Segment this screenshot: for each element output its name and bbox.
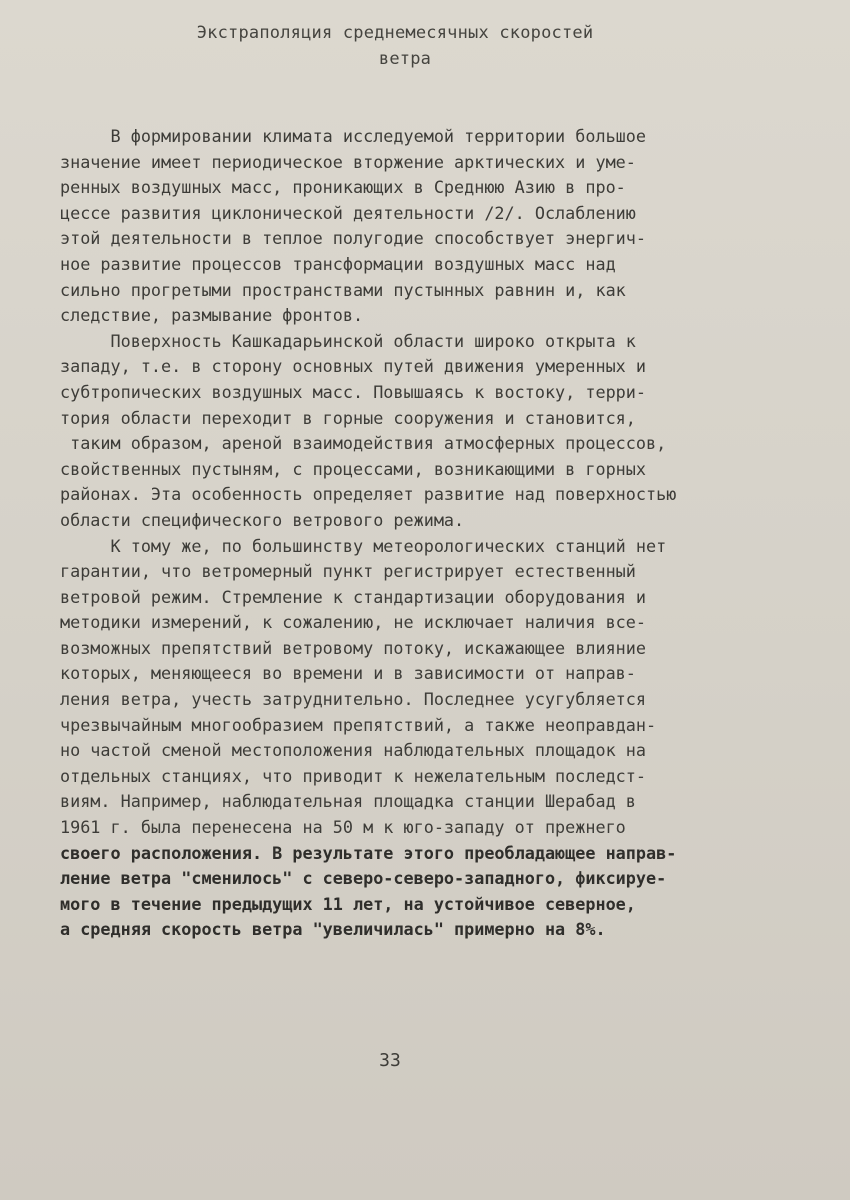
title-line-2: ветра — [378, 49, 432, 69]
text-line: цессе развития циклонической деятельности /2/. Ослаблению — [60, 202, 636, 223]
text-line: свойственных пустыням, с процессами, возникающими в горных — [60, 458, 646, 479]
body-text — [60, 124, 820, 943]
text-line: К тому же, по большинству метеорологических станций нет — [60, 535, 667, 556]
text-line: этой деятельности в теплое полугодие способствует энергич- — [60, 228, 646, 249]
text-line: виям. Например, наблюдательная площадка станции Шерабад в — [60, 791, 636, 812]
text-line: своего расположения. В результате этого преобладающее направ- — [60, 842, 677, 863]
text-line: западу, т.е. в сторону основных путей движения умеренных и — [60, 356, 646, 377]
text-line: методики измерений, к сожалению, не исключает наличия все- — [60, 612, 646, 633]
text-line: ление ветра "сменилось" с северо-северо-западного, фиксируе- — [60, 868, 667, 889]
text-line: следствие, размывание фронтов. — [60, 305, 364, 326]
text-line: сильно прогретыми пространствами пустынных равнин и, как — [60, 279, 626, 300]
text-line: чрезвычайным многообразием препятствий, а также неоправдан- — [60, 714, 657, 735]
text-line: таким образом, ареной взаимодействия атмосферных процессов, — [60, 433, 667, 454]
text-line: гарантии, что ветромерный пункт регистрирует естественный — [60, 561, 636, 582]
text-line: мого в течение предыдущих 11 лет, на устойчивое северное, — [60, 893, 636, 914]
text-line: возможных препятствий ветровому потоку, искажающее влияние — [60, 637, 646, 658]
text-line: но частой сменой местоположения наблюдательных площадок на — [60, 740, 646, 761]
page-number: 33 — [379, 1050, 401, 1071]
text-line: ления ветра, учесть затруднительно. Последнее усугубляется — [60, 689, 646, 710]
text-line: а средняя скорость ветра "увеличилась" примерно на 8%. — [60, 919, 606, 940]
text-line: отдельных станциях, что приводит к нежелательным последст- — [60, 765, 646, 786]
title-line-1: Экстраполяция среднемесячных скоростей — [196, 23, 594, 43]
text-line: субтропических воздушных масс. Повышаясь к востоку, терри- — [60, 381, 646, 402]
text-line: ренных воздушных масс, проникающих в Среднюю Азию в про- — [60, 177, 626, 198]
text-line: тория области переходит в горные сооружения и становится, — [60, 407, 636, 428]
text-line: ветровой режим. Стремление к стандартизации оборудования и — [60, 586, 646, 607]
text-line: районах. Эта особенность определяет развитие над поверхностью — [60, 484, 677, 505]
text-line: Поверхность Кашкадарьинской области широко открыта к — [60, 330, 636, 351]
text-line: которых, меняющееся во времени и в зависимости от направ- — [60, 663, 636, 684]
document-title — [130, 20, 660, 72]
text-line: 1961 г. была перенесена на 50 м к юго-западу от прежнего — [60, 817, 626, 838]
text-line: В формировании климата исследуемой территории большое — [60, 126, 646, 146]
text-line: ное развитие процессов трансформации воздушных масс над — [60, 253, 616, 274]
text-line: области специфического ветрового режима. — [60, 509, 465, 530]
text-line: значение имеет периодическое вторжение арктических и уме- — [60, 151, 636, 172]
